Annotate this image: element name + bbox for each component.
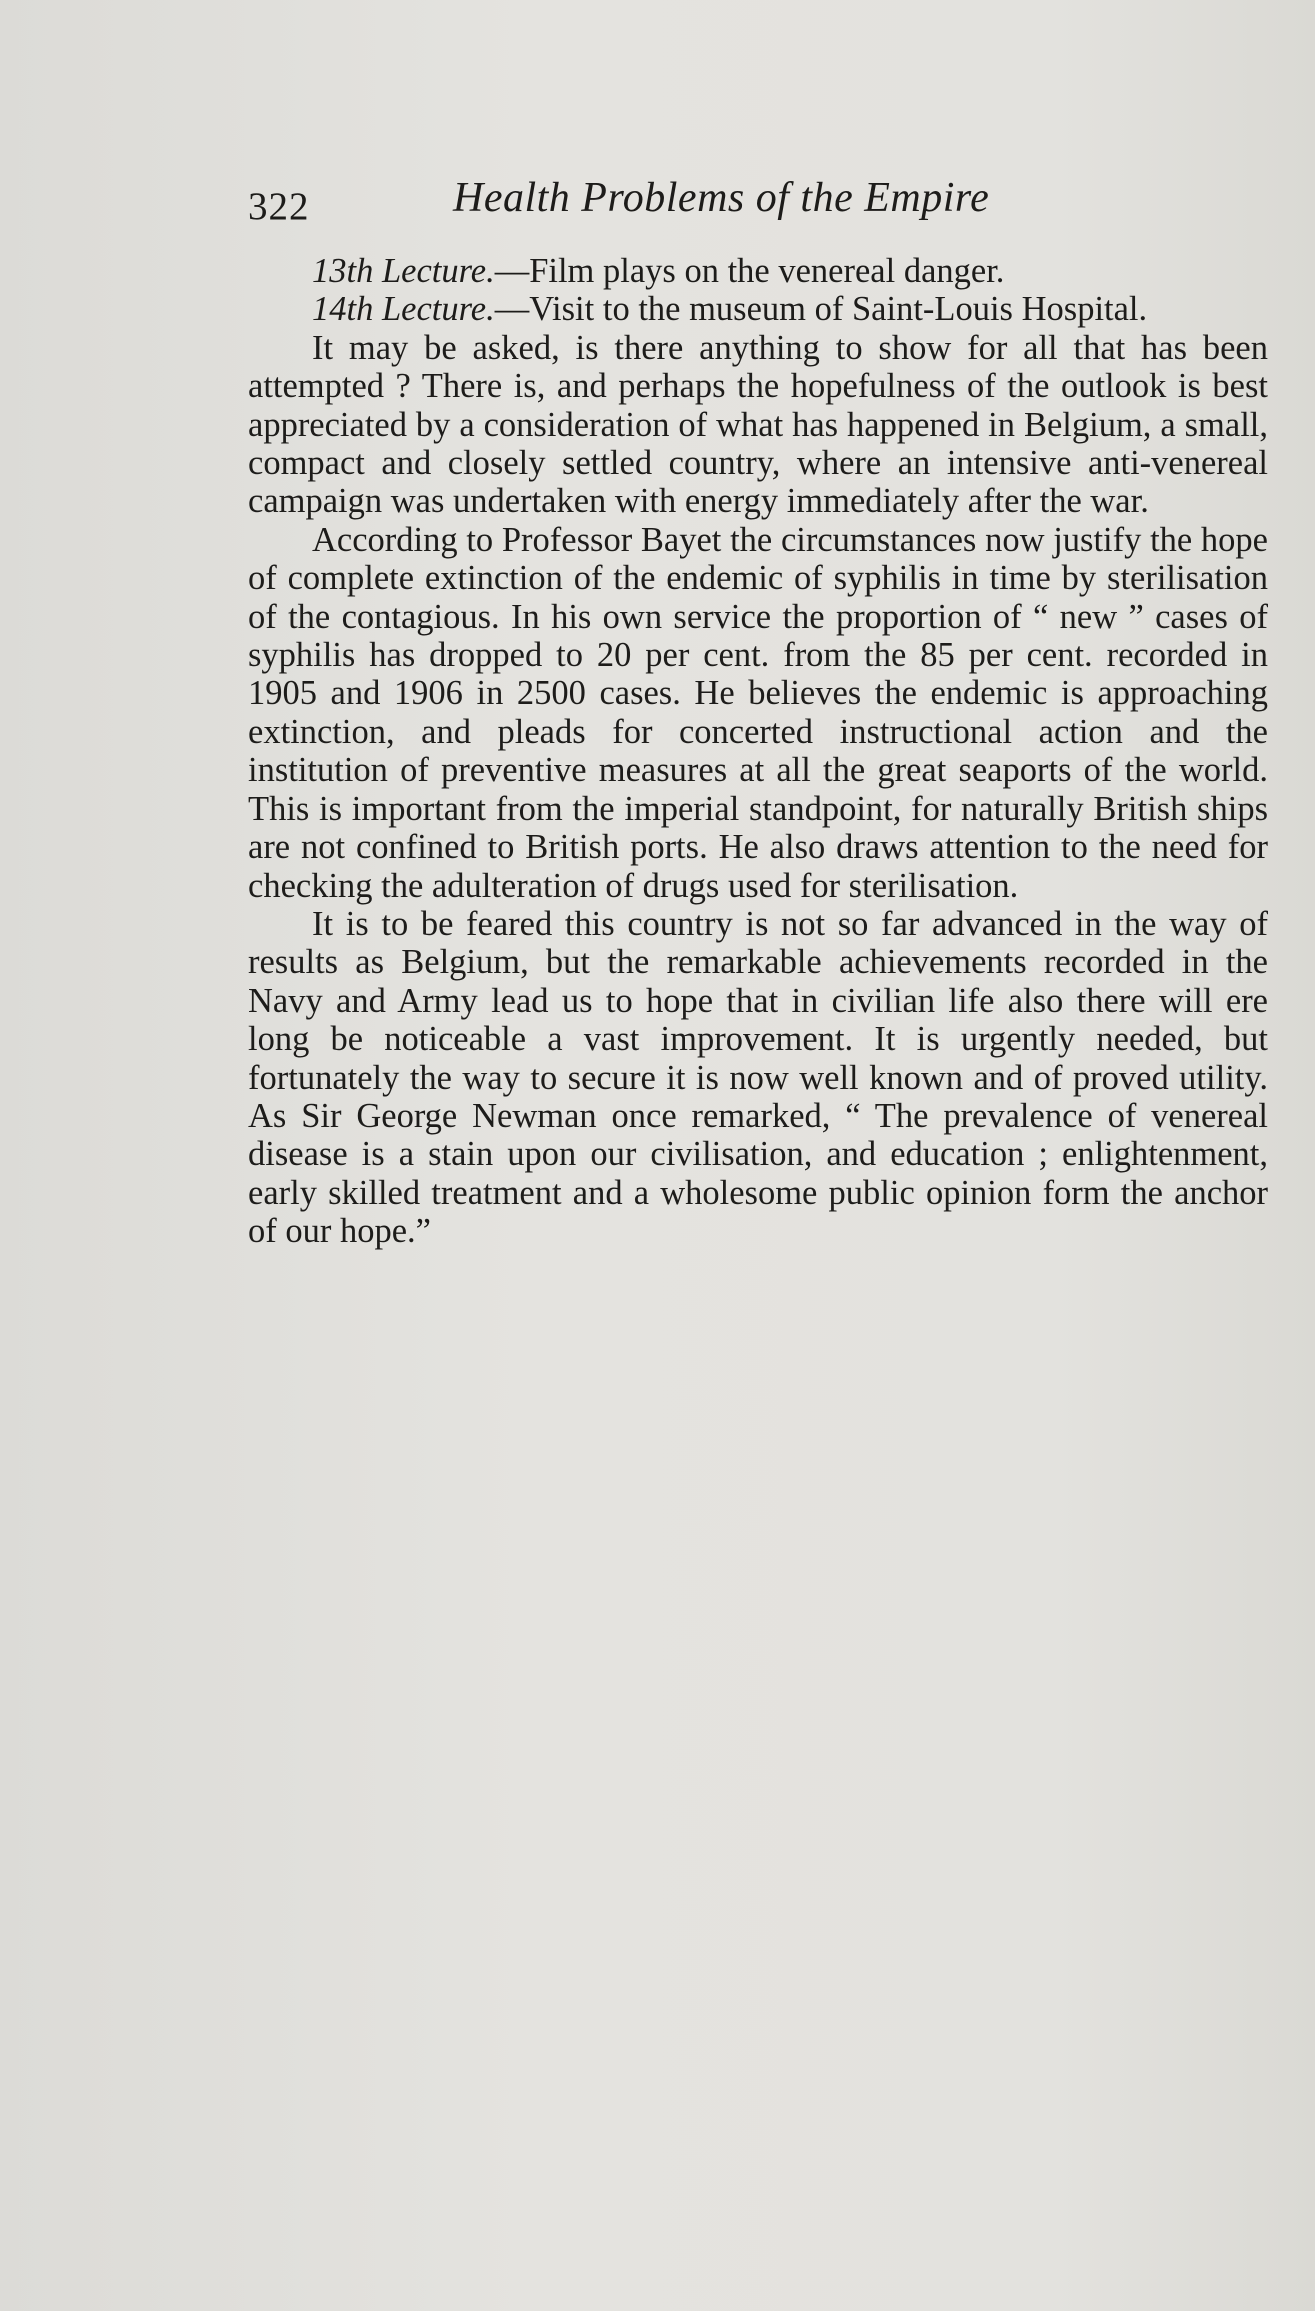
page-number: 322 (248, 185, 310, 228)
lecture-label: 13th Lecture. (312, 252, 495, 290)
body-text (248, 252, 1268, 1251)
paragraph-professor-bayet: According to Professor Bayet the circumstances now justify the hope of complete extinction of the endemic of syphilis in time by sterilisation of the contagious. In his own service the proportion of “ new ” cases of syphilis has dropped to 20 per cent. from the 85 per cent. recorded in 1905 and 1906 in 2500 cases. He believes the endemic is approaching extinction, and pleads for concerted instructional action and the institution of preventive measures at all the great seaports of the world. This is important from the imperial standpoint, for naturally British ships are not confined to British ports. He also draws attention to the need for checking the adulteration of drugs used for sterilisation. (248, 520, 1268, 905)
paragraph-country-progress: It is to be feared this country is not so far advanced in the way of results as Belgium, but the remarkable achievements recorded in the Navy and Army lead us to hope that in civilian life also there will ere long be noticeable a vast improvement. It is urgently needed, but fortunately the way to secure it is now well known and of proved utility. As Sir George Newman once remarked, “ The prevalence of venereal disease is a stain upon our civilisation, and education ; enlightenment, early skilled treatment and a wholesome public opinion form the anchor of our hope.” (248, 904, 1268, 1251)
lecture-description: —Visit to the museum of Saint-Louis Hospital. (494, 290, 1148, 329)
lecture-label: 14th Lecture. (312, 290, 495, 329)
running-title: Health Problems of the Empire (453, 175, 990, 221)
page-header (248, 168, 1088, 238)
paragraph-belgium-outlook: It may be asked, is there anything to show for all that has been attempted ? There is, and perhaps the hopefulness of the outlook is best appreciated by a consideration of what has happened in Belgium, a small, compact and closely settled country, where an intensive anti-venereal campaign was undertaken with energy immediately after the war. (248, 328, 1268, 521)
lecture-14-line (248, 290, 1268, 328)
lecture-13-line (248, 252, 1268, 290)
lecture-description: —Film plays on the venereal danger. (494, 252, 1005, 290)
